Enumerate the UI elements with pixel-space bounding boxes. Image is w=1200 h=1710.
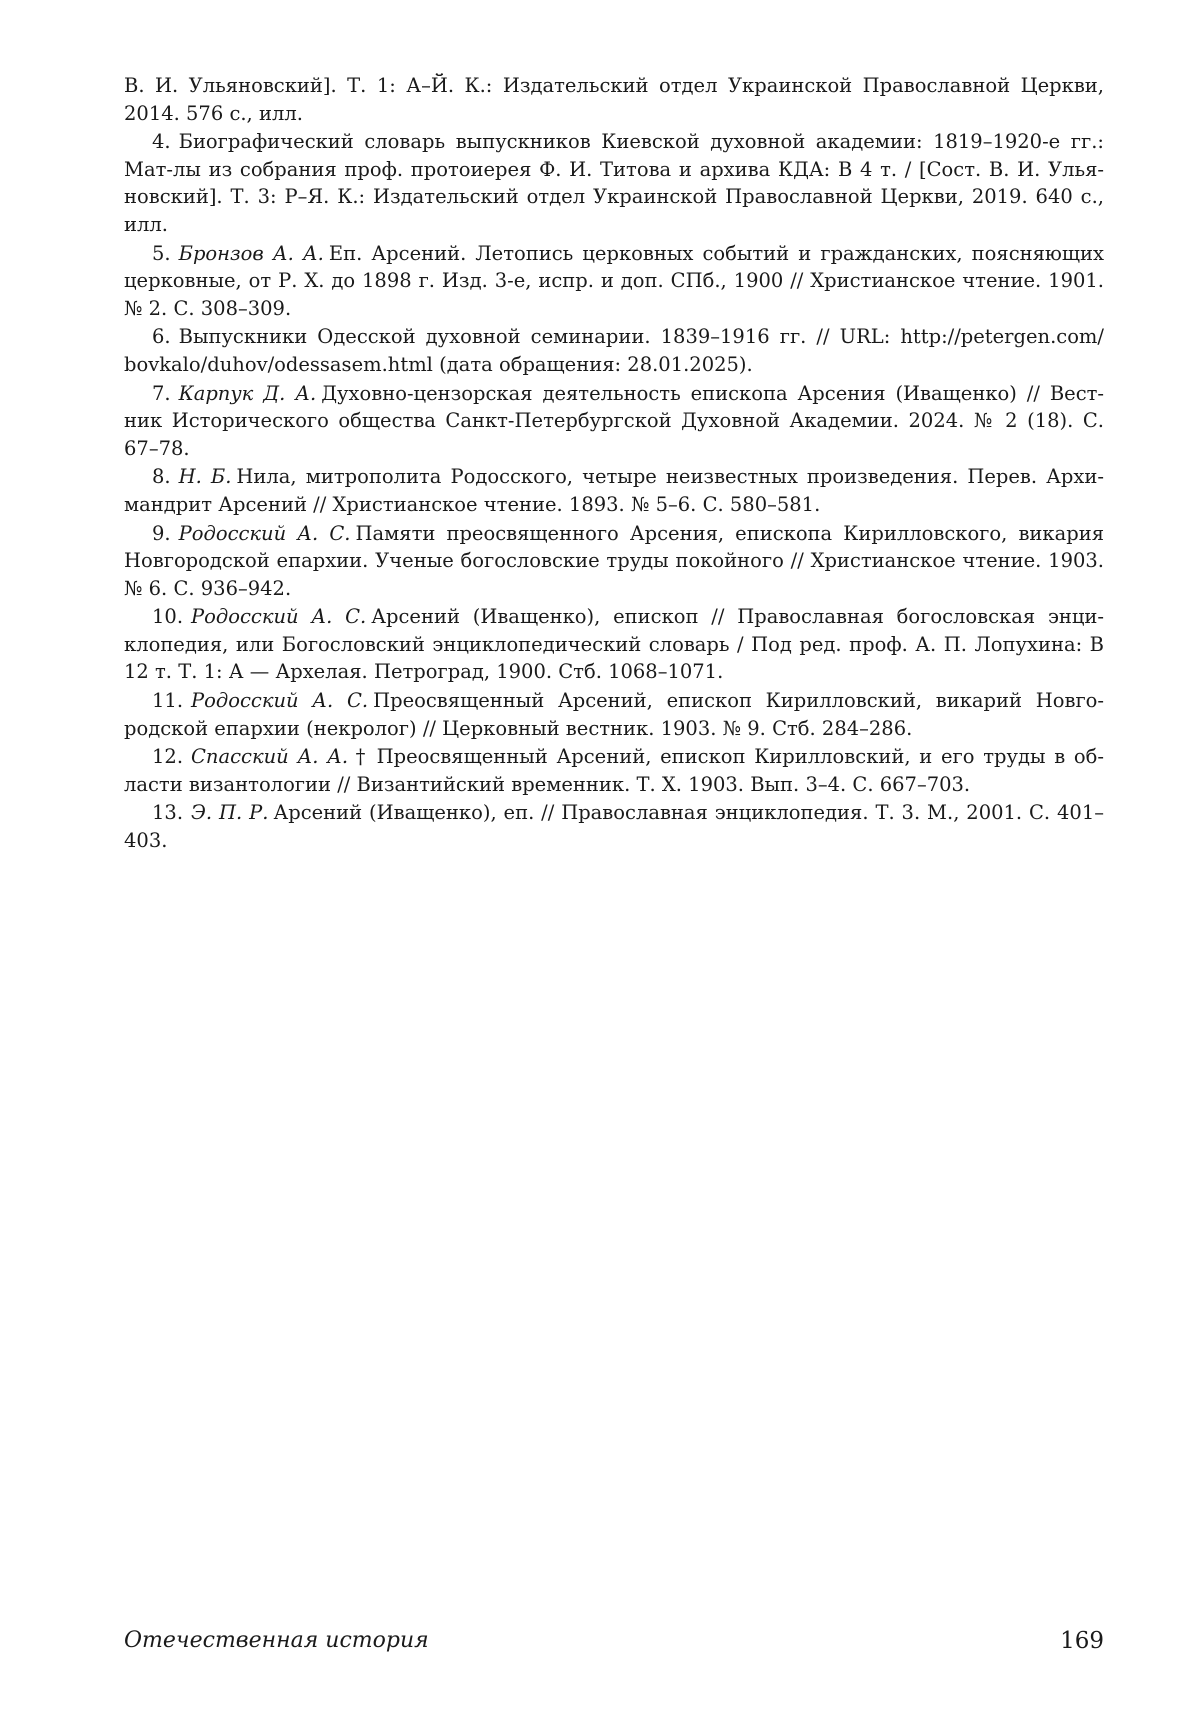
reference-text: † Преосвященный Арсений, епископ Кирилловский, и его труды в об­ласти византологии // Византийский временник. Т. X. 1903. Вып. 3–4. С. 667–703. xyxy=(124,745,1104,796)
reference-item xyxy=(124,463,1104,518)
reference-number: 9. xyxy=(152,522,171,545)
reference-item xyxy=(124,323,1104,378)
page-footer xyxy=(124,1626,1104,1662)
reference-author: Бронзов А. А. xyxy=(179,242,324,265)
reference-text: Еп. Арсений. Летопись церковных событий и гражданских, поясняющих церковные, от Р. Х. до 1898 г. Изд. 3-е, испр. и доп. СПб., 1900 // Христианское чтение. 1901. № 2. С. 308–309. xyxy=(124,242,1104,320)
reference-number: 8. xyxy=(152,465,171,488)
reference-item xyxy=(124,520,1104,603)
reference-item xyxy=(124,72,1104,127)
reference-item xyxy=(124,687,1104,742)
reference-text: Нила, митрополита Родосского, четыре неизвестных произведения. Перев. Архи­мандрит Арсений // Христианское чтение. 1893. № 5–6. С. 580–581. xyxy=(124,465,1104,516)
reference-text: Арсений (Иващенко), еп. // Православная энциклопедия. Т. 3. М., 2001. С. 401–403. xyxy=(124,801,1104,852)
reference-item xyxy=(124,128,1104,238)
reference-author: Родосский А. С. xyxy=(191,689,368,712)
reference-item xyxy=(124,380,1104,463)
reference-author: Спасский А. А. xyxy=(191,745,348,768)
reference-author: Родосский А. С. xyxy=(179,522,351,545)
reference-item xyxy=(124,240,1104,323)
reference-author: Э. П. Р. xyxy=(191,801,268,824)
reference-number: 5. xyxy=(152,242,171,265)
reference-item xyxy=(124,743,1104,798)
reference-text: Выпускники Одесской духовной семинарии. 1839–1916 гг. // URL: http://petergen.com/ bovkalo/duhov/odessasem.html (дата обращения: 28.01.2025). xyxy=(124,325,1104,376)
reference-text: Арсений (Иващенко), епископ // Православная богословская энци­клопедия, или Богословский энциклопедический словарь / Под ред. проф. А. П. Лопухина: В 12 т. Т. 1: А — Архелая. Петроград, 1900. Стб. 1068–1071. xyxy=(124,605,1104,683)
reference-number: 12. xyxy=(152,745,183,768)
journal-title: Отечественная история xyxy=(124,1626,429,1656)
reference-text: Преосвященный Арсений, епископ Кирилловский, викарий Новго­родской епархии (некролог) // Церковный вестник. 1903. № 9. Стб. 284–286. xyxy=(124,689,1104,740)
page-number: 169 xyxy=(1060,1626,1104,1656)
reference-item xyxy=(124,799,1104,854)
reference-number: 10. xyxy=(152,605,183,628)
reference-text: В. И. Ульяновский]. Т. 1: А–Й. К.: Издательский отдел Украинской Православной Церкви, 2014. 576 с., илл. xyxy=(124,74,1104,125)
reference-text: Биографический словарь выпускников Киевской духовной академии: 1819–1920-е гг.: Мат-лы из собрания проф. протоиерея Ф. И. Титова и архива КДА: В 4 т. / [Сост. В. И. Улья­новский]. Т. 3: Р–Я. К.: Издательский отдел Украинской Православной Церкви, 2019. 640 с., илл. xyxy=(124,130,1104,236)
reference-number: 6. xyxy=(152,325,171,348)
reference-text: Памяти преосвященного Арсения, епископа Кирилловского, викария Новгородской епархии. Ученые богословские труды покойного // Христианское чтение. 1903. № 6. С. 936–942. xyxy=(124,522,1104,600)
reference-number: 4. xyxy=(152,130,171,153)
reference-text: Духовно-цензорская деятельность епископа Арсения (Иващенко) // Вест­ник Исторического общества Санкт-Петербургской Духовной Академии. 2024. № 2 (18). С. 67–78. xyxy=(124,382,1104,460)
reference-item xyxy=(124,603,1104,686)
reference-number: 11. xyxy=(152,689,183,712)
reference-list xyxy=(124,72,1104,856)
reference-author: Родосский А. С. xyxy=(191,605,366,628)
reference-author: Карпук Д. А. xyxy=(179,382,317,405)
reference-author: Н. Б. xyxy=(179,465,232,488)
reference-number: 7. xyxy=(152,382,171,405)
reference-number: 13. xyxy=(152,801,183,824)
